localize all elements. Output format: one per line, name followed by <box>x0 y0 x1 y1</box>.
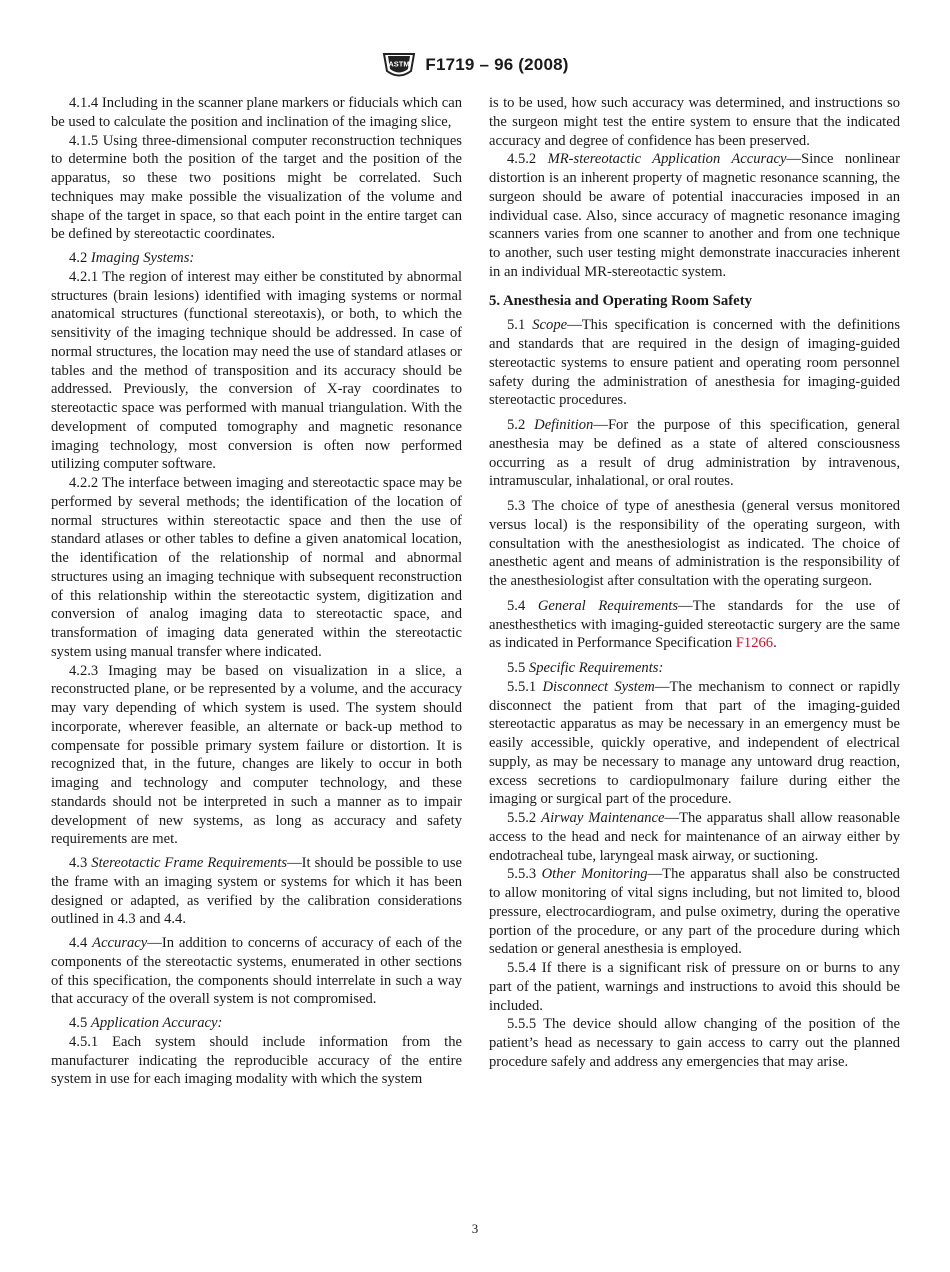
right-column <box>489 94 900 1072</box>
section-number: 5.2 <box>507 417 526 433</box>
section-title: Imaging Systems: <box>90 250 195 266</box>
reference-link-f1266[interactable]: F1266 <box>735 635 774 652</box>
section-title: Other Monitoring <box>541 866 648 883</box>
paragraph-5-5-3 <box>489 865 900 959</box>
paragraph-5-4: 5.4 General Requirements—The standards for the use of anesthesthetics with imaging-guided stereotactic surgery are the same as indicated in Performance Specification F1266. <box>489 597 900 652</box>
paragraph-5-1 <box>489 316 900 410</box>
section-title: Accuracy <box>92 935 148 951</box>
astm-logo-icon <box>381 50 417 80</box>
section-body: —The mechanism to connect or rapidly disconnect the patient from that part of the imaging-guided stereotactic apparatus as may be necessary in an emergency must be easily accessible, quickly operative, and independent of electrical supply, as may be necessary to manage any untoward drug reaction, excess secretions to cardiopulmonary failure during either the imaging or surgical part of the procedure. <box>489 678 901 808</box>
section-body: —This specification is concerned with the definitions and standards that are required in the design of imaging-guided stereotactic systems to ensure patient and operating room personnel safety during the administration of anesthesia for imaging-guided stereotactic procedures. <box>489 317 901 409</box>
section-number: 5.5.3 <box>507 866 537 883</box>
section-number: 5.4 <box>507 597 526 614</box>
paragraph-5-5-1 <box>489 678 900 809</box>
left-column <box>51 94 462 1089</box>
section-number: 4.5 <box>69 1015 88 1031</box>
section-title: Scope <box>532 317 568 334</box>
section-body: —The standards for the use of anesthesthetics with imaging-guided stereotactic surgery are the same as indicated in Performance Specification <box>489 597 900 652</box>
paragraph-4-5-2 <box>489 150 900 281</box>
paragraph-4-5-1-continued: is to be used, how such accuracy was determined, and instructions so the surgeon might test the entire system to ensure that the indicated accuracy and degree of confidence has been preserved. <box>489 95 900 149</box>
paragraph-5-5-2 <box>489 809 900 865</box>
section-number: 5.5 <box>507 660 526 676</box>
paragraph-4-3 <box>51 854 462 929</box>
section-title: Disconnect System <box>542 678 655 695</box>
paragraph-4-5-1: 4.5.1 Each system should include information from the manufacturer indicating the reproducible accuracy of the entire system in use for each imaging modality with which the system <box>51 1033 462 1088</box>
section-body: —It should be possible to use the frame with an imaging system or systems for which it has been designed or adapted, as verified by the calibration considerations outlined in 4.3 and 4.4. <box>51 855 462 928</box>
section-number: 4.4 <box>69 935 88 951</box>
section-number: 4.5.2 <box>507 151 537 168</box>
section-body: —Since nonlinear distortion is an inherent property of magnetic resonance scanning, the surgeon should be aware of potential inaccuracies imposed in an individual case. Also, since accuracy of magnetic resonance imaging scanners varies from one scanner to another and from one technique to another, such user testing might demonstrate inaccuracies inherent in an individual MR-stereotactic system. <box>489 151 900 280</box>
paragraph-4-1-4: 4.1.4 Including in the scanner plane markers or fiducials which can be used to calculate the position and inclination of the imaging slice, <box>51 95 462 130</box>
section-title: Specific Requirements: <box>528 660 664 676</box>
section-4-5-heading <box>51 1014 462 1033</box>
paragraph-5-2 <box>489 416 900 491</box>
page-number: 3 <box>471 1221 479 1236</box>
section-body: —The apparatus shall also be constructed to allow monitoring of vital signs including, but not limited to, blood pressure, electrocardiogram, and pulse oximetry, during the operative portion of the procedure, or any part of the procedure during which sedation or general anesthesia is employed. <box>489 866 900 958</box>
section-title: Stereotactic Frame Requirements <box>91 855 288 871</box>
section-number: 4.2 <box>69 250 88 266</box>
paragraph-5-5-4: 5.5.4 If there is a significant risk of pressure on or burns to any part of the patient, warnings and instructions to avoid this should be included. <box>489 960 900 1014</box>
paragraph-5-5-5: 5.5.5 The device should allow changing of the position of the patient’s head as necessary to gain access to carry out the planned procedure safely and address any emergencies that may arise. <box>489 1016 900 1070</box>
section-title: Airway Maintenance <box>541 810 665 826</box>
paragraph-4-4 <box>51 934 462 1009</box>
section-number: 5.5.2 <box>507 810 537 826</box>
section-title: General Requirements <box>537 597 679 614</box>
paragraph-5-3: 5.3 The choice of type of anesthesia (general versus monitored versus local) is the responsibility of the operating surgeon, with consultation with the anesthesiologist as indicated. The choice of anesthetic agent and means of administration is the responsibility of the anesthesiologist after consultation with the operating surgeon. <box>489 498 900 589</box>
paragraph-4-2-3: 4.2.3 Imaging may be based on visualization in a slice, a reconstructed plane, or be represented by a volume, and the accuracy may vary depending of which system is used. The system should incorporate, wherever feasible, an alternate or back-up method to compensate for possible primary system failure or distortion. It is recognized that, in the future, changes are likely to occur in both imaging and technology and computer technology, and these standards should not be interpreted in such a manner as to impair development of new systems, as long as accuracy and safety requirements are met. <box>51 662 462 848</box>
section-body: —For the purpose of this specification, general anesthesia may be defined as a state of altered consciousness occurring as a result of drug administration by intravenous, intramuscular, inhalational, or oral routes. <box>489 417 900 490</box>
section-4-2-heading <box>51 249 462 268</box>
document-designation: F1719 – 96 (2008) <box>425 55 569 74</box>
section-number: 5.1 <box>507 317 526 334</box>
section-title: Application Accuracy: <box>90 1015 223 1031</box>
section-5-heading: 5. Anesthesia and Operating Room Safety <box>489 292 753 309</box>
page-header <box>0 50 950 80</box>
paragraph-4-2-1: 4.2.1 The region of interest may either be constituted by abnormal structures (brain lesions) identified with imaging systems or normal anatomical structures (functional stereotaxis), or both, to which the sensitivity of the imaging technique should be addressed. In case of normal structures, the location may need the use of standard atlases or tables and the method of transposition and its accuracy should be addressed. Previously, the conversion of X-ray coordinates to stereotactic space was performed with manual triangulation. With the development of computed tomography and magnetic resonance imaging technology, most conversion is often now performed utilizing computer software. <box>51 268 462 473</box>
section-title: Definition <box>534 417 594 433</box>
paragraph-4-1-5: 4.1.5 Using three-dimensional computer reconstruction techniques to determine both the position of the target and the position of the apparatus, so these two positions might be correlated. Such techniques may make possible the visualization of the volume and shape of the target in space, so that each point in the entire target can be defined by stereotactic coordinates. <box>51 132 462 243</box>
section-body: —In addition to concerns of accuracy of each of the components of the stereotactic systems, enumerated in other sections of this specification, the components should interrelate in such a way that accuracy of the overall system is not compromised. <box>51 935 462 1008</box>
section-title: MR-stereotactic Application Accuracy <box>547 151 787 168</box>
section-number: 4.3 <box>69 855 88 871</box>
svg-text:ASTM: ASTM <box>388 59 410 69</box>
section-5-5-heading <box>489 659 900 678</box>
section-number: 5.5.1 <box>507 678 537 695</box>
paragraph-4-2-2: 4.2.2 The interface between imaging and stereotactic space may be performed by several methods; the identification of the location of normal structures within stereotactic space and then the use of standard atlases or other tables to define a given anatomical location, the identification of the relationship of normal and abnormal structures using an imaging technique with subsequent reconstruction of this relationship within the stereotactic system, digitization and conversion of analog imaging data to stereotactic space, and transformation of imaging data generated within the stereotactic system using manual transfer where indicated. <box>51 475 462 660</box>
section-body: —The apparatus shall allow reasonable access to the head and neck for maintenance of an airway either by endotracheal tube, laryngeal mask airway, or suctioning. <box>489 810 900 864</box>
